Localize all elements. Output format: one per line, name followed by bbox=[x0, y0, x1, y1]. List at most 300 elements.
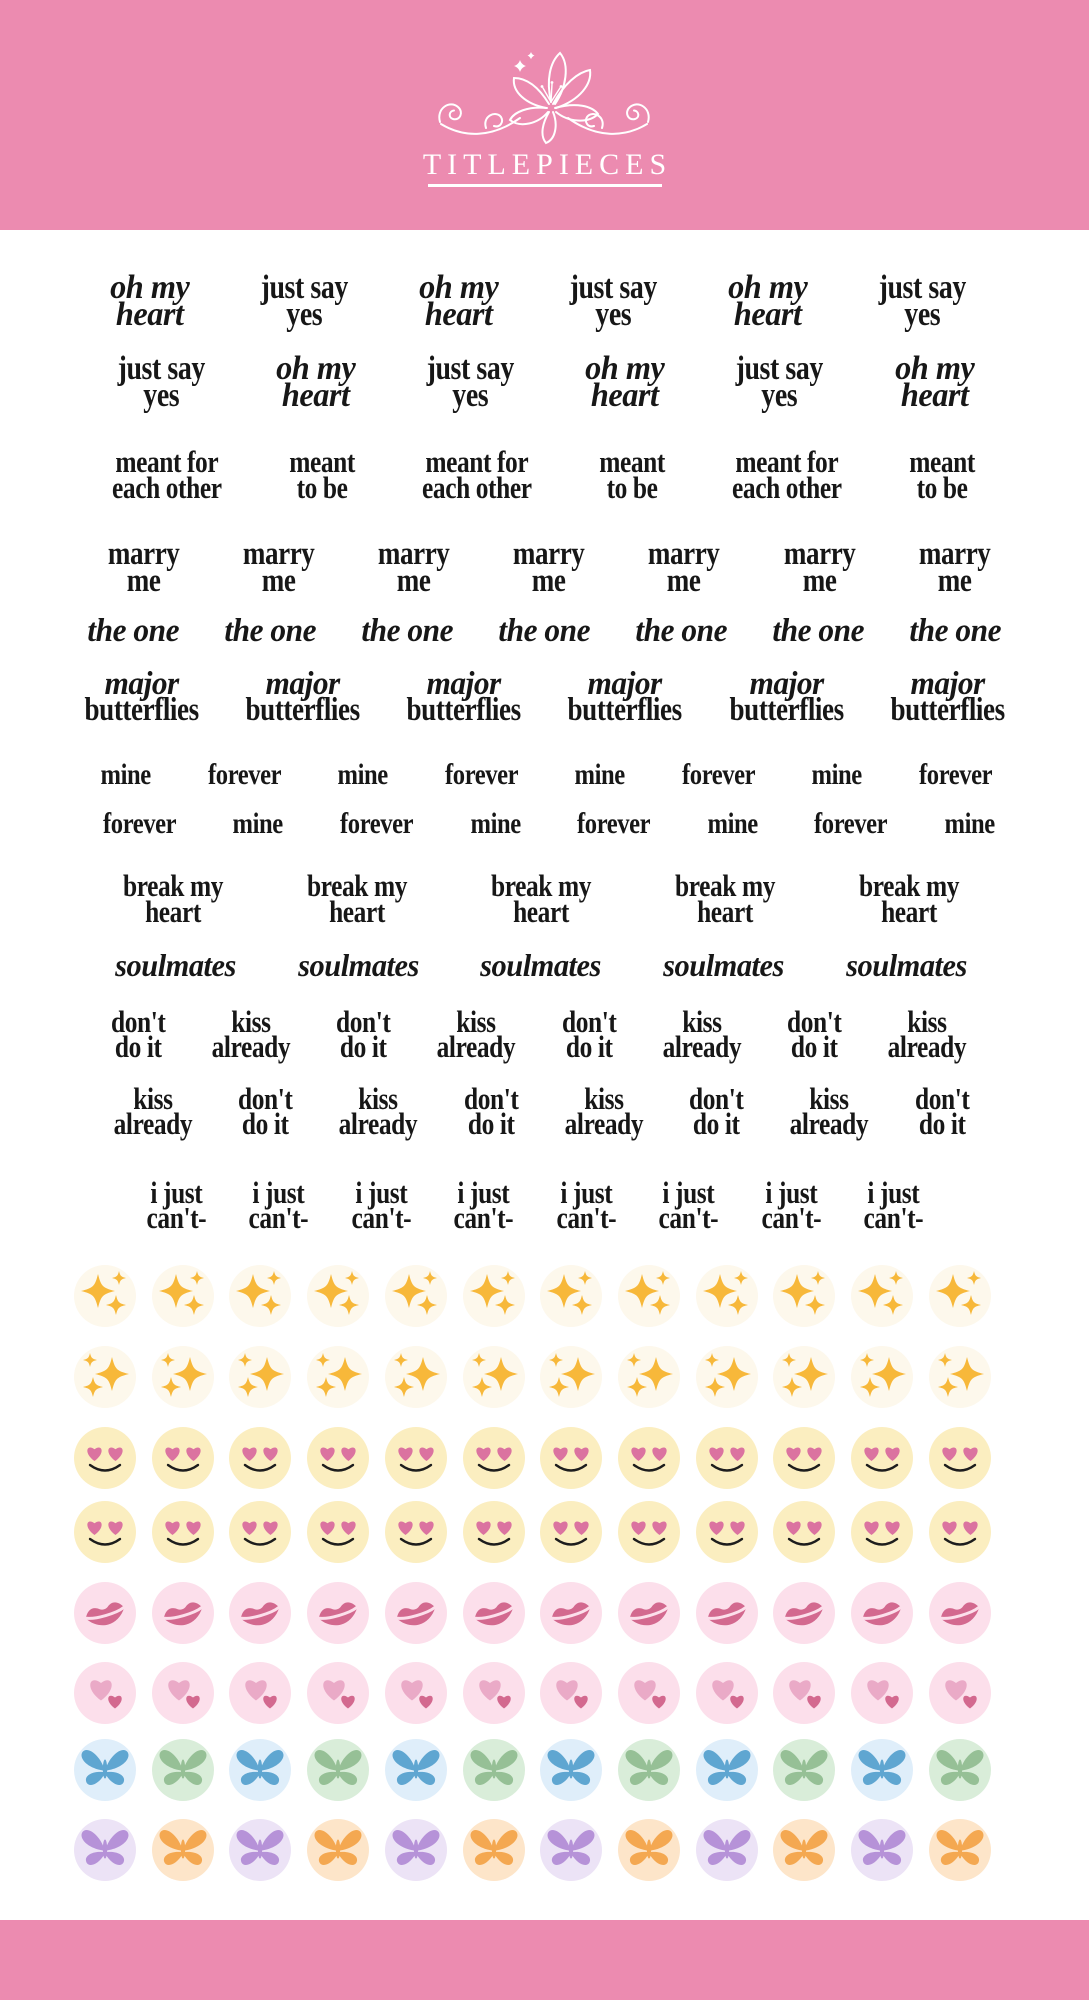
text-sticker bbox=[274, 350, 357, 414]
sticker-heart-eyes bbox=[929, 1501, 991, 1563]
text-sticker-line: the one bbox=[635, 613, 727, 649]
text-sticker bbox=[410, 444, 544, 505]
text-sticker-line: oh my bbox=[585, 350, 665, 387]
kiss-lips-icon bbox=[74, 1582, 136, 1644]
sticker-heart-eyes bbox=[618, 1501, 680, 1563]
text-sticker-line: can't- bbox=[249, 1200, 309, 1235]
text-sticker bbox=[720, 444, 854, 505]
sticker-sparkles bbox=[929, 1265, 991, 1327]
sticker-heart-eyes bbox=[307, 1427, 369, 1489]
heart-eyes-icon bbox=[773, 1427, 835, 1489]
text-sticker-row bbox=[72, 666, 1017, 728]
text-sticker-line: me bbox=[532, 563, 566, 599]
text-sticker-line: heart bbox=[734, 296, 802, 333]
text-sticker bbox=[108, 350, 215, 414]
text-sticker bbox=[583, 350, 666, 414]
text-sticker-line: do it bbox=[114, 1029, 162, 1064]
text-sticker-line: don't bbox=[110, 1004, 166, 1039]
text-sticker-line: do it bbox=[242, 1106, 289, 1141]
two-hearts-icon bbox=[696, 1662, 758, 1724]
sticker-sparkles bbox=[74, 1346, 136, 1408]
text-sticker-line: don't bbox=[787, 1004, 842, 1039]
text-sticker-row bbox=[95, 758, 1000, 791]
sticker-two-hearts bbox=[229, 1662, 291, 1724]
text-sticker-line: i just bbox=[355, 1175, 408, 1210]
sparkles-icon bbox=[74, 1265, 136, 1327]
text-sticker-line: the one bbox=[87, 613, 180, 649]
text-sticker-row bbox=[105, 1004, 975, 1064]
text-sticker-line: already bbox=[887, 1029, 967, 1064]
text-sticker bbox=[282, 444, 362, 505]
text-sticker-row bbox=[95, 807, 1000, 840]
text-sticker bbox=[417, 350, 524, 414]
sticker-sparkles bbox=[229, 1265, 291, 1327]
sticker-sparkles bbox=[385, 1265, 447, 1327]
text-sticker bbox=[505, 536, 592, 599]
two-hearts-icon bbox=[463, 1662, 525, 1724]
text-sticker bbox=[640, 536, 727, 599]
text-sticker-line: break my bbox=[122, 868, 224, 903]
heart-eyes-icon bbox=[463, 1427, 525, 1489]
text-sticker-row bbox=[140, 1175, 930, 1235]
emoji-sticker-row bbox=[74, 1819, 991, 1881]
text-sticker bbox=[447, 1175, 520, 1235]
text-sticker-line: just say bbox=[879, 269, 967, 306]
text-sticker-line: forever bbox=[207, 758, 281, 791]
text-sticker bbox=[108, 269, 191, 333]
text-sticker-line: do it bbox=[918, 1106, 966, 1141]
two-hearts-icon bbox=[152, 1662, 214, 1724]
text-sticker-line: can't- bbox=[556, 1200, 617, 1235]
text-sticker-line: do it bbox=[467, 1106, 515, 1141]
text-sticker-line: do it bbox=[340, 1029, 387, 1064]
text-sticker bbox=[806, 807, 895, 840]
sticker-butterfly bbox=[229, 1819, 291, 1881]
text-sticker-line: mine bbox=[574, 758, 625, 791]
text-sticker bbox=[939, 807, 1000, 840]
text-sticker-line: heart bbox=[145, 894, 201, 929]
text-sticker-line: butterflies bbox=[245, 692, 360, 728]
text-sticker-line: butterflies bbox=[890, 692, 1005, 728]
heart-eyes-icon bbox=[696, 1427, 758, 1489]
butterfly-icon bbox=[74, 1819, 136, 1881]
butterfly-icon bbox=[851, 1819, 913, 1881]
sticker-butterfly bbox=[463, 1739, 525, 1801]
text-sticker-line: heart bbox=[329, 894, 385, 929]
text-sticker bbox=[660, 947, 787, 983]
butterfly-icon bbox=[618, 1819, 680, 1881]
text-sticker-line: soulmates bbox=[846, 947, 967, 983]
text-sticker-line: heart bbox=[591, 377, 659, 414]
text-sticker bbox=[911, 536, 998, 599]
text-sticker bbox=[879, 1004, 975, 1064]
text-sticker bbox=[770, 613, 866, 649]
text-sticker bbox=[359, 613, 455, 649]
text-sticker-line: don't bbox=[336, 1004, 391, 1039]
text-sticker-line: marry bbox=[378, 536, 450, 572]
sparkles-icon bbox=[696, 1346, 758, 1408]
butterfly-icon bbox=[696, 1819, 758, 1881]
text-sticker bbox=[242, 1175, 315, 1235]
sticker-sparkles bbox=[773, 1346, 835, 1408]
sticker-butterfly bbox=[696, 1819, 758, 1881]
sticker-butterfly bbox=[851, 1739, 913, 1801]
sparkles-icon bbox=[929, 1346, 991, 1408]
text-sticker-line: me bbox=[667, 563, 701, 599]
heart-eyes-icon bbox=[929, 1427, 991, 1489]
text-sticker-line: don't bbox=[689, 1081, 744, 1116]
text-sticker-line: to be bbox=[296, 470, 348, 505]
kiss-lips-icon bbox=[696, 1582, 758, 1644]
text-sticker-line: break my bbox=[858, 868, 959, 903]
text-sticker-line: i just bbox=[662, 1175, 715, 1210]
text-sticker bbox=[370, 536, 457, 599]
text-sticker-line: the one bbox=[908, 613, 1001, 649]
text-sticker-row bbox=[105, 1081, 975, 1141]
text-sticker bbox=[203, 1004, 299, 1064]
text-sticker-line: can't- bbox=[658, 1200, 719, 1235]
text-sticker-line: already bbox=[564, 1106, 643, 1141]
text-sticker bbox=[465, 807, 526, 840]
sparkles-icon bbox=[229, 1346, 291, 1408]
text-sticker-line: yes bbox=[452, 377, 489, 414]
text-sticker-line: don't bbox=[914, 1081, 970, 1116]
kiss-lips-icon bbox=[773, 1582, 835, 1644]
text-sticker-line: do it bbox=[791, 1029, 838, 1064]
butterfly-icon bbox=[773, 1739, 835, 1801]
sticker-two-hearts bbox=[851, 1662, 913, 1724]
text-sticker-line: butterflies bbox=[406, 692, 522, 728]
sticker-heart-eyes bbox=[540, 1427, 602, 1489]
sticker-heart-eyes bbox=[385, 1501, 447, 1563]
text-sticker-line: yes bbox=[143, 377, 180, 414]
sparkles-icon bbox=[152, 1265, 214, 1327]
text-sticker-line: oh my bbox=[276, 350, 356, 387]
heart-eyes-icon bbox=[618, 1427, 680, 1489]
kiss-lips-icon bbox=[618, 1582, 680, 1644]
heart-eyes-icon bbox=[385, 1427, 447, 1489]
sticker-heart-eyes bbox=[540, 1501, 602, 1563]
text-sticker-row bbox=[85, 613, 1003, 649]
text-sticker-line: major bbox=[426, 666, 502, 702]
text-sticker-line: soulmates bbox=[480, 947, 602, 983]
text-sticker bbox=[417, 269, 500, 333]
butterfly-icon bbox=[929, 1739, 991, 1801]
text-sticker-line: major bbox=[265, 666, 340, 702]
sticker-butterfly bbox=[74, 1739, 136, 1801]
text-sticker-line: soulmates bbox=[297, 947, 419, 983]
butterfly-icon bbox=[152, 1819, 214, 1881]
two-hearts-icon bbox=[540, 1662, 602, 1724]
text-sticker-line: forever bbox=[340, 807, 414, 840]
sticker-heart-eyes bbox=[851, 1427, 913, 1489]
sticker-butterfly bbox=[74, 1819, 136, 1881]
text-sticker-line: each other bbox=[732, 470, 842, 505]
sticker-two-hearts bbox=[540, 1662, 602, 1724]
butterfly-icon bbox=[463, 1739, 525, 1801]
text-sticker-line: the one bbox=[772, 613, 864, 649]
text-sticker-line: can't- bbox=[146, 1200, 207, 1235]
text-sticker bbox=[560, 269, 667, 333]
text-sticker-line: i just bbox=[560, 1175, 613, 1210]
text-sticker bbox=[112, 947, 239, 983]
text-sticker-line: kiss bbox=[231, 1004, 271, 1039]
sticker-heart-eyes bbox=[618, 1427, 680, 1489]
text-sticker bbox=[806, 758, 867, 791]
text-sticker bbox=[902, 444, 982, 505]
butterfly-icon bbox=[929, 1819, 991, 1881]
sticker-heart-eyes bbox=[385, 1427, 447, 1489]
sticker-sparkles bbox=[152, 1346, 214, 1408]
text-sticker-line: meant for bbox=[735, 444, 839, 479]
text-sticker-line: meant for bbox=[425, 444, 529, 479]
text-sticker-line: the one bbox=[498, 613, 590, 649]
sticker-sparkles bbox=[540, 1346, 602, 1408]
text-sticker bbox=[569, 807, 658, 840]
text-sticker-line: break my bbox=[674, 868, 775, 903]
sticker-kiss-lips bbox=[540, 1582, 602, 1644]
text-sticker-line: major bbox=[104, 666, 179, 702]
text-sticker-line: i just bbox=[150, 1175, 203, 1210]
sticker-sparkles bbox=[851, 1265, 913, 1327]
heart-eyes-icon bbox=[74, 1427, 136, 1489]
heart-eyes-icon bbox=[540, 1501, 602, 1563]
butterfly-icon bbox=[385, 1739, 447, 1801]
text-sticker bbox=[717, 666, 856, 728]
text-sticker bbox=[652, 1175, 725, 1235]
text-sticker-line: to be bbox=[606, 470, 658, 505]
sticker-butterfly bbox=[307, 1819, 369, 1881]
text-sticker bbox=[200, 758, 289, 791]
text-sticker bbox=[345, 1175, 418, 1235]
sticker-heart-eyes bbox=[696, 1427, 758, 1489]
sticker-heart-eyes bbox=[152, 1427, 214, 1489]
sticker-sparkles bbox=[385, 1346, 447, 1408]
butterfly-icon bbox=[540, 1739, 602, 1801]
text-sticker-line: to be bbox=[916, 470, 968, 505]
text-sticker-line: already bbox=[113, 1106, 193, 1141]
text-sticker-line: kiss bbox=[584, 1081, 624, 1116]
sticker-butterfly bbox=[929, 1819, 991, 1881]
text-sticker bbox=[843, 947, 970, 983]
sticker-heart-eyes bbox=[696, 1501, 758, 1563]
text-sticker-line: yes bbox=[904, 296, 941, 333]
sticker-heart-eyes bbox=[229, 1501, 291, 1563]
sticker-kiss-lips bbox=[74, 1582, 136, 1644]
sticker-sparkles bbox=[929, 1346, 991, 1408]
text-sticker-line: soulmates bbox=[663, 947, 785, 983]
two-hearts-icon bbox=[307, 1662, 369, 1724]
kiss-lips-icon bbox=[851, 1582, 913, 1644]
text-sticker bbox=[100, 444, 234, 505]
heart-eyes-icon bbox=[463, 1501, 525, 1563]
text-sticker-line: just say bbox=[426, 350, 515, 387]
two-hearts-icon bbox=[229, 1662, 291, 1724]
emoji-sticker-row bbox=[74, 1662, 991, 1724]
sticker-sparkles bbox=[618, 1346, 680, 1408]
heart-eyes-icon bbox=[385, 1501, 447, 1563]
text-sticker-line: forever bbox=[681, 758, 755, 791]
text-sticker bbox=[776, 536, 863, 599]
text-sticker bbox=[480, 868, 602, 929]
sticker-sparkles bbox=[307, 1346, 369, 1408]
sparkles-icon bbox=[773, 1265, 835, 1327]
text-sticker-line: can't- bbox=[863, 1200, 924, 1235]
lily-flower-logo-icon bbox=[434, 50, 654, 146]
text-sticker bbox=[664, 868, 786, 929]
text-sticker-line: butterflies bbox=[567, 692, 683, 728]
kiss-lips-icon bbox=[307, 1582, 369, 1644]
two-hearts-icon bbox=[773, 1662, 835, 1724]
sticker-heart-eyes bbox=[851, 1501, 913, 1563]
sticker-heart-eyes bbox=[307, 1501, 369, 1563]
sticker-two-hearts bbox=[773, 1662, 835, 1724]
butterfly-icon bbox=[152, 1739, 214, 1801]
heart-eyes-icon bbox=[773, 1501, 835, 1563]
butterfly-icon bbox=[463, 1819, 525, 1881]
sticker-kiss-lips bbox=[463, 1582, 525, 1644]
two-hearts-icon bbox=[74, 1662, 136, 1724]
text-sticker-line: mine bbox=[100, 758, 151, 791]
text-sticker bbox=[857, 1175, 930, 1235]
heart-eyes-icon bbox=[152, 1501, 214, 1563]
sticker-butterfly bbox=[385, 1819, 447, 1881]
sticker-sparkles bbox=[696, 1265, 758, 1327]
text-sticker-line: meant for bbox=[115, 444, 219, 479]
text-sticker bbox=[848, 868, 970, 929]
text-sticker-row bbox=[100, 536, 998, 599]
sticker-kiss-lips bbox=[618, 1582, 680, 1644]
text-sticker-line: butterflies bbox=[84, 692, 199, 728]
text-sticker bbox=[781, 1081, 877, 1141]
text-sticker-line: just say bbox=[117, 350, 205, 387]
text-sticker bbox=[227, 807, 288, 840]
text-sticker-line: i just bbox=[765, 1175, 818, 1210]
text-sticker bbox=[85, 613, 181, 649]
sticker-sparkles bbox=[229, 1346, 291, 1408]
text-sticker bbox=[555, 666, 694, 728]
text-sticker-line: marry bbox=[242, 536, 315, 572]
sparkles-icon bbox=[385, 1265, 447, 1327]
sparkles-icon bbox=[696, 1265, 758, 1327]
text-sticker-line: mine bbox=[337, 758, 388, 791]
emoji-sticker-row bbox=[74, 1739, 991, 1801]
heart-eyes-icon bbox=[851, 1427, 913, 1489]
heart-eyes-icon bbox=[540, 1427, 602, 1489]
sparkles-icon bbox=[385, 1346, 447, 1408]
heart-eyes-icon bbox=[307, 1427, 369, 1489]
sticker-two-hearts bbox=[74, 1662, 136, 1724]
text-sticker bbox=[633, 613, 729, 649]
sticker-butterfly bbox=[618, 1819, 680, 1881]
text-sticker-line: major bbox=[910, 666, 985, 702]
butterfly-icon bbox=[851, 1739, 913, 1801]
sticker-two-hearts bbox=[929, 1662, 991, 1724]
sparkles-icon bbox=[540, 1346, 602, 1408]
text-sticker bbox=[437, 758, 526, 791]
heart-eyes-icon bbox=[229, 1427, 291, 1489]
sticker-heart-eyes bbox=[929, 1427, 991, 1489]
text-sticker bbox=[332, 758, 393, 791]
sticker-kiss-lips bbox=[229, 1582, 291, 1644]
sticker-heart-eyes bbox=[229, 1427, 291, 1489]
text-sticker bbox=[911, 758, 1000, 791]
text-sticker bbox=[100, 536, 187, 599]
sticker-heart-eyes bbox=[74, 1501, 136, 1563]
sparkles-icon bbox=[929, 1265, 991, 1327]
text-sticker bbox=[755, 1175, 828, 1235]
sticker-kiss-lips bbox=[696, 1582, 758, 1644]
text-sticker bbox=[496, 613, 592, 649]
text-sticker-line: major bbox=[587, 666, 663, 702]
sparkles-icon bbox=[307, 1265, 369, 1327]
heart-eyes-icon bbox=[152, 1427, 214, 1489]
text-sticker bbox=[726, 269, 809, 333]
text-sticker-line: break my bbox=[490, 868, 592, 903]
text-sticker bbox=[112, 868, 234, 929]
text-sticker-line: just say bbox=[260, 269, 349, 306]
text-sticker-line: already bbox=[789, 1106, 869, 1141]
sticker-kiss-lips bbox=[385, 1582, 447, 1644]
kiss-lips-icon bbox=[385, 1582, 447, 1644]
text-sticker bbox=[726, 350, 833, 414]
text-sticker bbox=[907, 613, 1003, 649]
sticker-kiss-lips bbox=[773, 1582, 835, 1644]
text-sticker bbox=[105, 1004, 171, 1064]
kiss-lips-icon bbox=[540, 1582, 602, 1644]
text-sticker-line: oh my bbox=[110, 269, 190, 306]
text-sticker-line: don't bbox=[561, 1004, 617, 1039]
text-sticker-row bbox=[100, 444, 982, 505]
text-sticker bbox=[569, 758, 630, 791]
text-sticker-line: do it bbox=[693, 1106, 740, 1141]
sparkles-icon bbox=[540, 1265, 602, 1327]
text-sticker-line: me bbox=[937, 563, 972, 599]
text-sticker-line: just say bbox=[569, 269, 658, 306]
text-sticker-line: forever bbox=[444, 758, 518, 791]
text-sticker-line: meant bbox=[288, 444, 355, 479]
text-sticker-line: each other bbox=[112, 470, 222, 505]
text-sticker bbox=[332, 807, 421, 840]
sticker-heart-eyes bbox=[74, 1427, 136, 1489]
footer-banner bbox=[0, 1920, 1089, 2000]
heart-eyes-icon bbox=[696, 1501, 758, 1563]
sticker-two-hearts bbox=[152, 1662, 214, 1724]
text-sticker bbox=[683, 1081, 749, 1141]
text-sticker-row bbox=[108, 269, 976, 333]
two-hearts-icon bbox=[851, 1662, 913, 1724]
text-sticker-line: the one bbox=[224, 613, 316, 649]
sticker-butterfly bbox=[385, 1739, 447, 1801]
sticker-two-hearts bbox=[696, 1662, 758, 1724]
text-sticker-line: me bbox=[396, 563, 431, 599]
sticker-two-hearts bbox=[307, 1662, 369, 1724]
text-sticker-line: heart bbox=[115, 296, 184, 333]
text-sticker bbox=[674, 758, 763, 791]
sticker-sparkles bbox=[540, 1265, 602, 1327]
sticker-heart-eyes bbox=[773, 1427, 835, 1489]
sticker-butterfly bbox=[229, 1739, 291, 1801]
text-sticker-line: forever bbox=[103, 807, 177, 840]
sticker-sparkles bbox=[773, 1265, 835, 1327]
text-sticker-line: oh my bbox=[728, 269, 808, 306]
sticker-sparkles bbox=[152, 1265, 214, 1327]
text-sticker-line: heart bbox=[513, 894, 569, 929]
sticker-butterfly bbox=[851, 1819, 913, 1881]
text-sticker bbox=[878, 666, 1017, 728]
text-sticker-line: kiss bbox=[907, 1004, 947, 1039]
butterfly-icon bbox=[385, 1819, 447, 1881]
